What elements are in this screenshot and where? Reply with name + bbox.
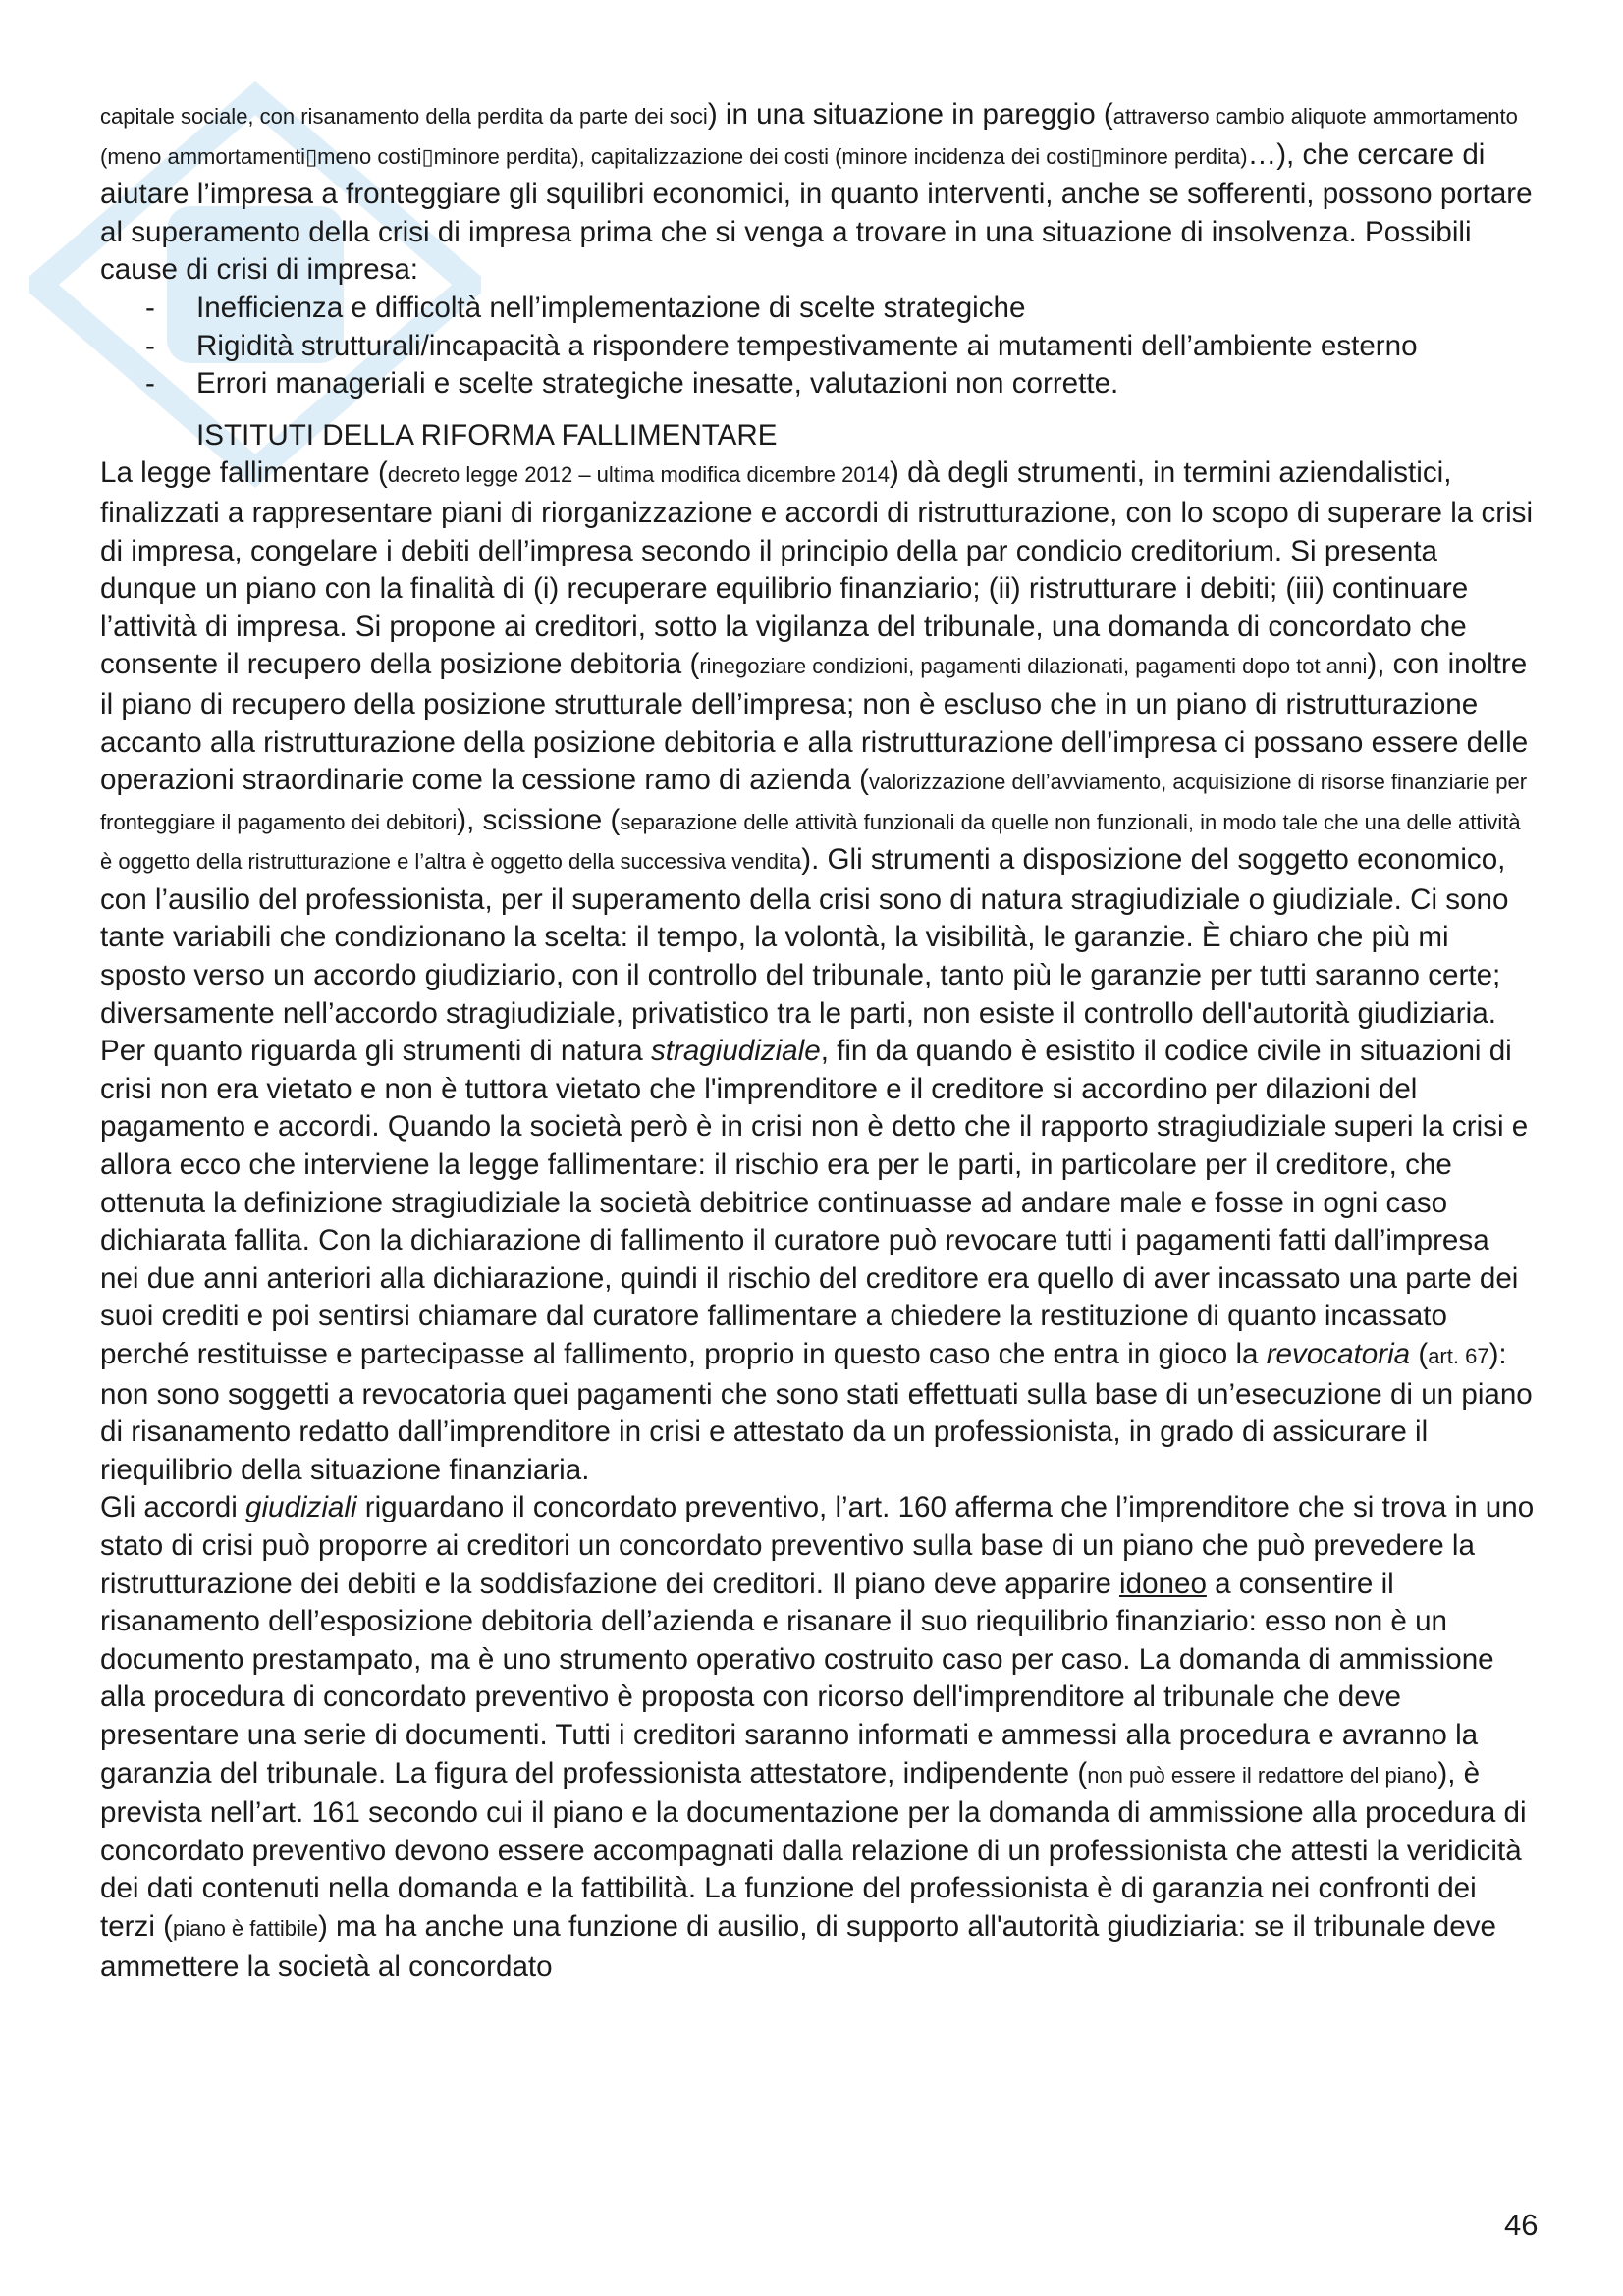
list-dash: - — [145, 367, 155, 400]
intro-paragraph — [100, 96, 1536, 290]
paragraph-giudiziali: Gli accordi giudiziali riguardano il concordato preventivo, l’art. 160 afferma che l’imprenditore che si trova in uno stato di crisi può proporre ai creditori un concordato preventivo sulla base di un piano che può prevedere la ristrutturazione dei debiti e la soddisfazione dei creditori. Il piano deve apparire idoneo a consentire il risanamento dell’esposizione debitoria dell’azienda e risanare il suo riequilibrio finanziario: esso non è un documento prestampato, ma è uno strumento operativo costruito caso per caso. La domanda di ammissione alla procedura di concordato preventivo è proposta con ricorso dell'imprenditore al tribunale che deve presentare una serie di documenti. Tutti i creditori saranno informati e ammessi alla procedura e avranno la garanzia del tribunale. La figura del professionista attestatore, indipendente (non può essere il redattore del piano), è prevista nell’art. 161 secondo cui il piano e la documentazione per la domanda di ammissione alla procedura di concordato preventivo devono essere accompagnati dalla relazione di un professionista che attesti la veridicità dei dati contenuti nella domanda e la fattibilità. La funzione del professionista è di garanzia nei confronti dei terzi (piano è fattibile) ma ha anche una funzione di ausilio, di supporto all'autorità giudiziaria: se il tribunale deve ammettere la società al concordato — [100, 1491, 1535, 1983]
intro-text: …), che cercare di aiutare l’impresa a fronteggiare gli squilibri economici, in quanto interventi, anche se sofferenti, possono portare al superamento della crisi di impresa prima che si venga a trovare in una situazione di insolvenza. Possibili cause di crisi di impresa: — [100, 137, 1533, 287]
list-item — [100, 365, 1536, 403]
list-item — [100, 290, 1536, 328]
intro-text: capitale sociale, con risanamento della perdita da parte dei soci — [100, 104, 708, 129]
document-body — [100, 96, 1536, 1986]
paragraph-legge-fallimentare: La legge fallimentare (decreto legge 2012 – ultima modifica dicembre 2014) dà degli strumenti, in termini aziendalistici, finalizzati a rappresentare piani di riorganizzazione e accordi di ristrutturazione, con lo scopo di superare la crisi di impresa, congelare i debiti dell’impresa secondo il principio della par condicio creditorium. Si presenta dunque un piano con la finalità di (i) recuperare equilibrio finanziario; (ii) ristrutturare i debiti; (iii) continuare l’attività di impresa. Si propone ai creditori, sotto la vigilanza del tribunale, una domanda di concordato che consente il recupero della posizione debitoria (rinegoziare condizioni, pagamenti dilazionati, pagamenti dopo tot anni), con inoltre il piano di recupero della posizione strutturale dell’impresa; non è escluso che in un piano di ristrutturazione accanto alla ristrutturazione della posizione debitoria e alla ristrutturazione dell’impresa ci possano essere delle operazioni straordinarie come la cessione ramo di azienda (valorizzazione dell’avviamento, acquisizione di risorse finanziarie per fronteggiare il pagamento dei debitori), scissione (separazione delle attività funzionali da quelle non funzionali, in modo tale che una delle attività è oggetto della ristrutturazione e l’altra è oggetto della successiva vendita). Gli strumenti a disposizione del soggetto economico, con l’ausilio del professionista, per il superamento della crisi sono di natura stragiudiziale o giudiziale. Ci sono tante variabili che condizionano la scelta: il tempo, la volontà, la visibilità, le garanzie. È chiaro che più mi sposto verso un accordo giudiziario, con il controllo del tribunale, tanto più le garanzie per tutti saranno certe; diversamente nell’accordo stragiudiziale, privatistico tra le parti, non esiste il controllo dell'autorità giudiziaria. — [100, 456, 1534, 1030]
list-dash: - — [145, 291, 155, 324]
section-title: ISTITUTI DELLA RIFORMA FALLIMENTARE — [196, 418, 778, 452]
page-number: 46 — [1504, 2208, 1539, 2242]
list-item-text: Rigidità strutturali/incapacità a rispondere tempestivamente ai mutamenti dell’ambiente esterno — [196, 329, 1418, 362]
list-item — [100, 328, 1536, 366]
list-item-text: Errori manageriali e scelte strategiche inesatte, valutazioni non corrette. — [196, 367, 1119, 400]
intro-note: attraverso cambio aliquote ammortamento (meno ammortamenti▯meno costi▯minore perdita), capitalizzazione dei costi (minore incidenza dei costi▯minore perdita) — [100, 104, 1518, 169]
intro-text: ) in una situazione in pareggio ( — [707, 98, 1113, 131]
crisis-causes-list — [100, 290, 1536, 403]
paragraph-stragiudiziale: Per quanto riguarda gli strumenti di natura stragiudiziale, fin da quando è esistito il codice civile in situazioni di crisi non era vietato e non è tuttora vietato che l'imprenditore e il creditore si accordino per dilazioni del pagamento e accordi. Quando la società però è in crisi non è detto che il rapporto stragiudiziale superi la crisi e allora ecco che interviene la legge fallimentare: il rischio era per le parti, in particolare per il creditore, che ottenuta la definizione stragiudiziale la società debitrice continuasse ad andare male e fosse in ogni caso dichiarata fallita. Con la dichiarazione di fallimento il curatore può revocare tutti i pagamenti fatti dall’impresa nei due anni anteriori alla dichiarazione, quindi il rischio del creditore era quello di aver incassato una parte dei suoi crediti e poi sentirsi chiamare dal curatore fallimentare a chiedere la restituzione di quanto incassato perché restituisse e partecipasse al fallimento, proprio in questo caso che entra in gioco la revocatoria (art. 67): non sono soggetti a revocatoria quei pagamenti che sono stati effettuati sulla base di un’esecuzione di un piano di risanamento redatto dall’imprenditore in crisi e attestato da un professionista, in grado di assicurare il riequilibrio della situazione finanziaria. — [100, 1035, 1533, 1486]
list-item-text: Inefficienza e difficoltà nell’implementazione di scelte strategiche — [196, 291, 1026, 324]
list-dash: - — [145, 329, 155, 362]
